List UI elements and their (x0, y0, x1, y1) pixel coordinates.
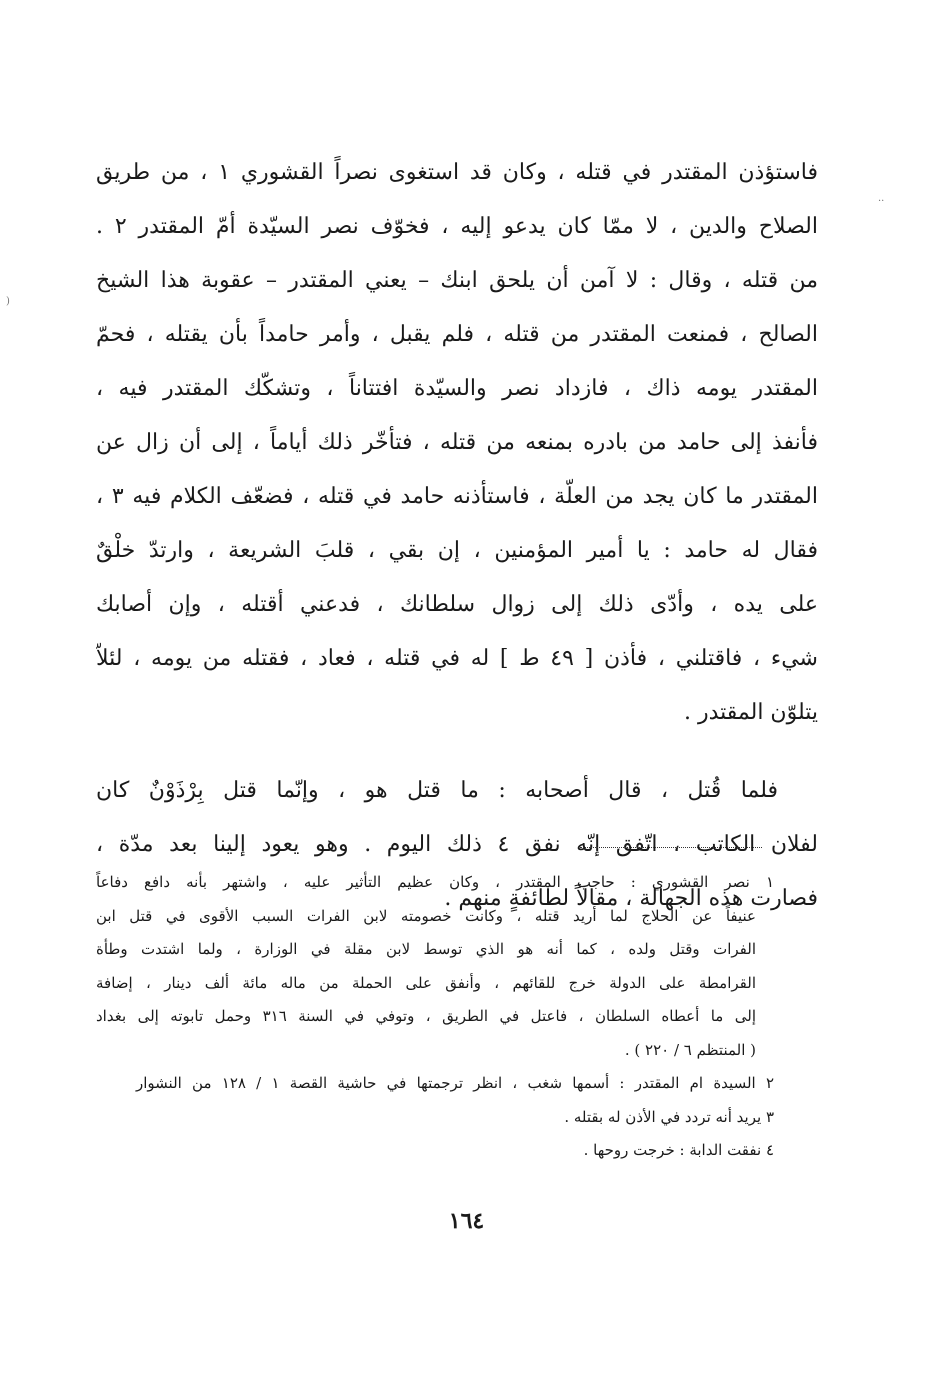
footnote-line: القرامطة على الدولة خرج للقائهم ، وأنفق على الحملة من ماله مائة ألف دينار ، إضافة (96, 973, 756, 992)
text-line: على يده ، وأدّى ذلك إلى زوال سلطانك ، فدعني أقتله ، وإن أصابك (96, 592, 818, 617)
text-line: لفلان الكاتب ، اتّفق إنّه نفق ٤ ذلك اليوم . وهو يعود إلينا بعد مدّة ، (96, 832, 818, 857)
page-number: ١٦٤ (448, 1208, 485, 1234)
margin-dots: ·· (878, 196, 885, 207)
text-line: شيء ، فاقتلني ، فأذن [ ٤٩ ط ] له في قتله ، فعاد ، فقتله من يومه ، لئلاّ (96, 646, 818, 671)
footnote-line: عنيفاً عن الحلاج لما أريد قتله ، وكانت خصومته لابن الفرات السبب الأقوى في قتل ابن (96, 906, 756, 925)
text-line: يتلوّن المقتدر . (683, 700, 818, 725)
footnote-line: ١ نصر القشوري : حاجب المقتدر ، وكان عظيم التأثير عليه ، واشتهر بأنه دافع دفاعاً (96, 873, 774, 891)
text-line: فصارت هذه الجهالة ، مقالاً لطائفةٍ منهم . (444, 886, 818, 911)
footnote-line: ( المنتظم ٦ / ٢٢٠ ) . (624, 1040, 756, 1059)
text-line: فاستؤذن المقتدر في قتله ، وكان قد استغوى نصراً القشوري ١ ، من طريق (96, 160, 818, 185)
text-line: المقتدر ما كان يجد من العلّة ، فاستأذنه حامد في قتله ، فضعّف الكلام فيه ٣ ، (96, 484, 818, 509)
text-line: فقال له حامد : يا أمير المؤمنين ، إن بقي ، قلبَ الشريعة ، وارتدّ خلْقٌ (96, 538, 818, 563)
footnote-separator (580, 847, 762, 848)
text-line: الصالح ، فمنعت المقتدر من قتله ، فلم يقبل ، وأمر حامداً بأن يقتله ، فحمّ (96, 322, 818, 347)
paragraph-gap (96, 740, 818, 764)
footnotes-block (96, 866, 774, 1168)
footnote-line: ٤ نفقت الدابة : خرجت روحها . (583, 1141, 774, 1159)
footnote-line: ٣ يريد أنه تردد في الأذن له بقتله . (564, 1107, 774, 1126)
text-line: المقتدر يومه ذاك ، فازداد نصر والسيّدة افتتاناً ، وتشكّك المقتدر فيه ، (96, 376, 818, 401)
text-line: فأنفذ إلى حامد من بادره بمنعه من قتله ، فتأخّر ذلك أياماً ، إلى أن زال عن (96, 430, 818, 455)
text-line: فلما قُتل ، قال أصحابه : ما قتل هو ، وإنّما قتل بِرْذَوْنٌ كان (96, 778, 778, 803)
text-line: الصلاح والدين ، لا ممّا كان يدعو إليه ، فخوّف نصر السيّدة أمّ المقتدر ٢ . (96, 214, 818, 239)
footnote-line: الفرات وقتل ولده ، كما أنه هو الذي توسط لابن مقلة في الوزارة ، ولما اشتدت وطأة (96, 940, 756, 958)
margin-mark: ( (6, 296, 10, 307)
footnote-line: إلى ما أعطاه السلطان ، فاعتل في الطريق ، وتوفي في السنة ٣١٦ وحمل تابوته إلى بغداد (96, 1007, 756, 1025)
footnote-line: ٢ السيدة ام المقتدر : أسمها شغب ، انظر ترجمتها في حاشية القصة ١ / ١٢٨ من النشوار (136, 1074, 774, 1092)
text-line: من قتله ، وقال : لا آمن أن يلحق ابنك – يعني المقتدر – عقوبة هذا الشيخ (96, 268, 818, 293)
main-text-block (96, 146, 818, 926)
